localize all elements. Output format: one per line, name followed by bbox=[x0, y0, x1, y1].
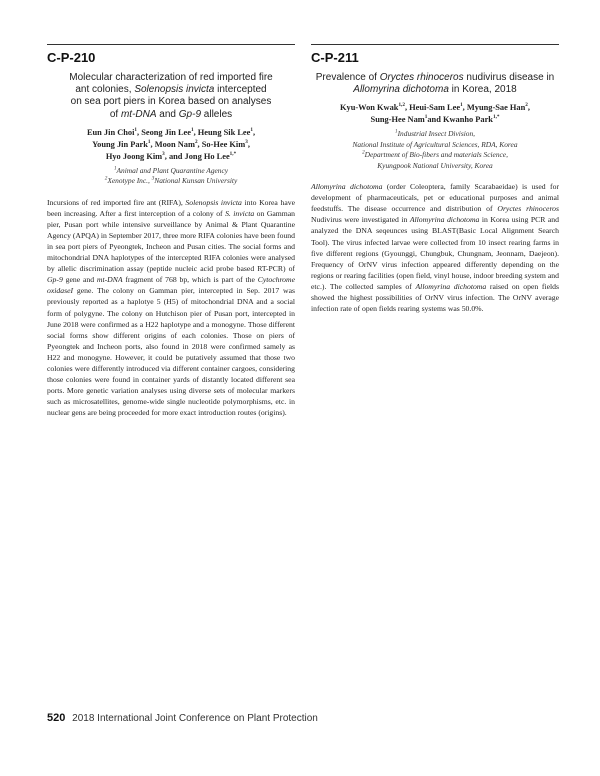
abstract-header bbox=[47, 44, 295, 67]
page-number: 520 bbox=[47, 712, 66, 724]
abstract-code: C-P-211 bbox=[311, 50, 359, 65]
abstract-header bbox=[311, 44, 559, 67]
author-list: Kyu-Won Kwak$^{1,2}$, Heui-Sam Lee$^1$, Myung-Sae Han$^2$, Sung-Hee Nam$^1$and Kwanho Park$^{1,*}$ bbox=[340, 102, 530, 125]
abstract-c-p-211 bbox=[311, 44, 559, 314]
abstract-body: Incursions of red imported fire ant (RIFA), Solenopsis invicta into Korea have been increasing. After a first interception of a colony of S. invicta on Gamman pier, Pusan port while intensive surveillance by Animal & Plant Quarantine Agency (APQA) in September 2017, three more RIFA colonies have been found in sea port piers of Pyeongtek, Incheon and Pusan cities. The social forms and mitochondrial DNA haplotypes of the intercepted RIFA colonies were analysed by allelic discrimination assay (peptide nucleic acid probe based RT-PCR) of Gp-9 gene and mt-DNA fragment of 768 bp, which is part of the Cytochrome oxidaseI gene. The colony on Gamman pier, intercepted in Sep. 2017 was previously reported as a haplotye 5 (H5) of mitochondrial DNA and a social form of polygyne. The colony on Hutchison pier of Pusan port, intercepted in June 2018 were confirmed as a H22 haplotype and a monogyne. Those different social forms show different origins of each colonies. Those on piers of Pyeongtek and Incheon ports, also found in 2018 were confirmed samely as H22 and monogyne. However, it could be putatively assumed that those two colonies were differently introduced via different container cargoes, considering those colonies were found in container yards of distantly located different sea ports. More genetic variation analyses using diverse sets of molecular markers such as microsatellites, genome-wide single nucleotide polymorphisms, etc. in nuclear gens are being proceeded for more exact introduction routes (origins). bbox=[47, 197, 296, 418]
abstract-title: Prevalence of Oryctes rhinoceros nudivirus disease in Allomyrina dichotoma in Korea, 2018 bbox=[315, 72, 555, 96]
abstract-title: Molecular characterization of red imported fire ant colonies, Solenopsis invicta intercepted on sea port piers in Korea based on analyses of mt-DNA and Gp-9 alleles bbox=[69, 72, 273, 120]
affiliations: $^1$Animal and Plant Quarantine Agency $^2$Xenotype Inc., $^3$National Kunsan University bbox=[104, 165, 238, 186]
abstract-c-p-210 bbox=[47, 44, 295, 419]
conference-name: 2018 International Joint Conference on Plant Protection bbox=[72, 713, 318, 724]
affiliations: $^1$Industrial Insect Division, National Institute of Agricultural Sciences, RDA, Korea $^2$Department of Bio-fibers and materials Science, Kyungpook National University, Korea bbox=[352, 128, 518, 170]
page-footer bbox=[47, 712, 318, 724]
abstract-body: Allomyrina dichotoma (order Coleoptera, family Scarabaeidae) is used for development of pharmaceuticals, pet or educational purposes and animal feedstuffs. The disease occurrence and distribution of Oryctes rhinoceros Nudivirus were investigated in Allomyrina dichotoma in Korea using PCR and analyzed the DNA seqeunces using BLAST(Basic Local Alignment Search Tool). The virus infected larvae were collected from 10 insect rearing farms in five different regions (Gyounggi, Chungbuk, Chungnam, Jeonnam, Daejeon). Frequency of OrNV virus infection appeared differently depending on the regions or rearing facilities (open field, vinyl house, indoor breeding system and etc.). The collected samples of Allomyrina dichotoma raised on open fields showed the highest possibilities of OrNV virus infection. The OrNV average infection rate of open fields rearing systems was 50.0%. bbox=[311, 182, 560, 314]
author-list: Eun Jin Choi$^1$, Seong Jin Lee$^1$, Heung Sik Lee$^1$, Young Jin Park$^1$, Moon Nam$^2$, So-Hee Kim$^3$, Hyo Joong Kim$^3$, and Jong Ho Lee$^{1,*}$ bbox=[86, 127, 256, 161]
abstract-code: C-P-210 bbox=[47, 50, 96, 65]
